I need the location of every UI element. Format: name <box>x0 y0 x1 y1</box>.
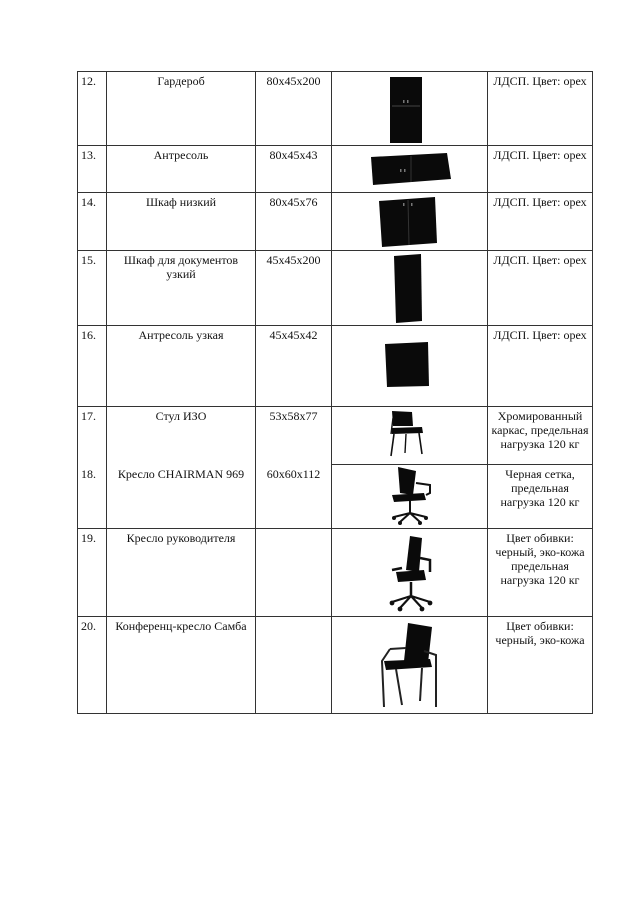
item-description: Черная сетка, предельная нагрузка 120 кг <box>488 465 593 529</box>
item-dimensions: 60х60х112 <box>256 465 332 529</box>
row-number: 15. <box>78 251 107 326</box>
table-row <box>78 326 593 407</box>
item-name: Шкаф для документов узкий <box>107 251 256 326</box>
specification-table <box>77 71 593 714</box>
item-image-cell <box>332 326 488 407</box>
iso-chair-icon <box>386 409 436 459</box>
item-dimensions: 53х58х77 <box>256 407 332 465</box>
mesh-office-chair-icon <box>386 465 434 525</box>
table-row <box>78 72 593 146</box>
narrow-mezzanine-icon <box>385 342 429 387</box>
row-number: 16. <box>78 326 107 407</box>
item-image-cell <box>332 146 488 193</box>
row-number: 14. <box>78 193 107 251</box>
wardrobe-icon <box>389 76 423 144</box>
row-number: 20. <box>78 617 107 714</box>
item-dimensions: 80х45х200 <box>256 72 332 146</box>
item-dimensions: 80х45х43 <box>256 146 332 193</box>
table-row <box>78 407 593 465</box>
item-description: Хромированный каркас, предельная нагрузка 120 кг <box>488 407 593 465</box>
item-description: ЛДСП. Цвет: орех <box>488 193 593 251</box>
item-dimensions: 45х45х200 <box>256 251 332 326</box>
item-description: Цвет обивки: черный, эко-кожа <box>488 617 593 714</box>
item-dimensions <box>256 617 332 714</box>
item-name: Гардероб <box>107 72 256 146</box>
table-row <box>78 465 593 529</box>
item-description: ЛДСП. Цвет: орех <box>488 326 593 407</box>
item-image-cell <box>332 617 488 714</box>
item-dimensions: 80х45х76 <box>256 193 332 251</box>
mezzanine-cabinet-icon <box>371 153 451 185</box>
item-image-cell <box>332 529 488 617</box>
item-description: ЛДСП. Цвет: орех <box>488 72 593 146</box>
row-number: 13. <box>78 146 107 193</box>
item-image-cell <box>332 465 488 529</box>
item-dimensions: 45х45х42 <box>256 326 332 407</box>
low-cabinet-icon <box>379 197 437 247</box>
item-description: Цвет обивки: черный, эко-кожа предельная нагрузка 120 кг <box>488 529 593 617</box>
item-name: Стул ИЗО <box>107 407 256 465</box>
table-row <box>78 529 593 617</box>
executive-chair-icon <box>384 534 436 612</box>
item-name: Антресоль узкая <box>107 326 256 407</box>
table-row <box>78 617 593 714</box>
item-dimensions <box>256 529 332 617</box>
item-name: Кресло руководителя <box>107 529 256 617</box>
narrow-document-cabinet-icon <box>394 254 422 323</box>
item-description: ЛДСП. Цвет: орех <box>488 251 593 326</box>
item-description: ЛДСП. Цвет: орех <box>488 146 593 193</box>
item-image-cell <box>332 193 488 251</box>
row-number: 17. <box>78 407 107 465</box>
item-name: Кресло CHAIRMAN 969 <box>107 465 256 529</box>
table-row <box>78 251 593 326</box>
table-row <box>78 193 593 251</box>
item-name: Шкаф низкий <box>107 193 256 251</box>
item-image-cell <box>332 251 488 326</box>
row-number: 18. <box>78 465 107 529</box>
item-image-cell <box>332 407 488 465</box>
row-number: 19. <box>78 529 107 617</box>
item-image-cell <box>332 72 488 146</box>
row-number: 12. <box>78 72 107 146</box>
conference-chair-icon <box>376 621 446 709</box>
item-name: Антресоль <box>107 146 256 193</box>
item-name: Конференц-кресло Самба <box>107 617 256 714</box>
table-row <box>78 146 593 193</box>
